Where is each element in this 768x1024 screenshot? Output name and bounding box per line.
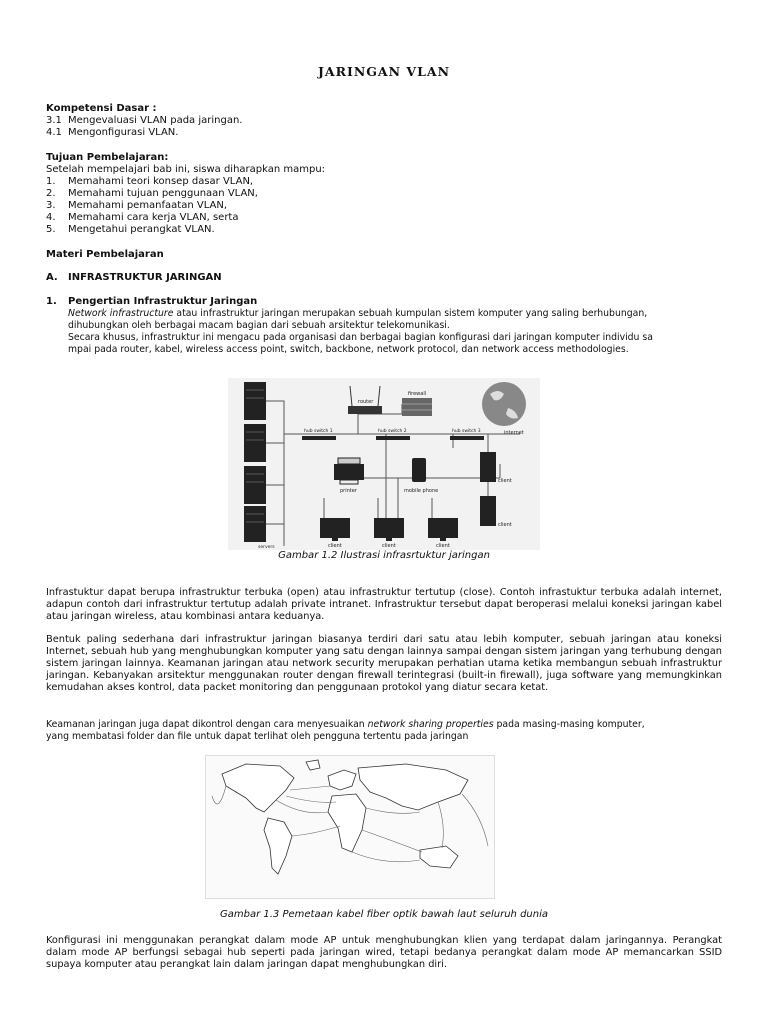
subsection-1-paragraph-2-line-2: mpai pada router, kabel, wireless access point, switch, backbone, network protocol, dan network access methodologies.	[68, 344, 629, 355]
client-label: client	[382, 543, 396, 549]
client-label: client	[328, 543, 342, 549]
network-infrastructure-figure	[228, 378, 540, 550]
hub-switch-icon	[302, 436, 336, 440]
printer-icon	[334, 458, 364, 484]
monitor-icon	[374, 518, 404, 541]
subsection-1-number: 1.	[46, 296, 57, 307]
tujuan-item-text: Memahami teori konsep dasar VLAN,	[68, 176, 254, 187]
server-rack-group	[244, 382, 266, 542]
hub-switch-label: hub switch 3	[452, 429, 481, 434]
continents	[222, 760, 468, 874]
tujuan-item-text: Mengetahui perangkat VLAN.	[68, 224, 215, 235]
paragraph-text: pada masing-masing komputer,	[493, 719, 645, 730]
tujuan-heading: Tujuan Pembelajaran:	[46, 152, 169, 163]
hub-switch-label: hub switch 1	[304, 429, 333, 434]
hub-switch-icon	[450, 436, 484, 440]
tujuan-item-num: 3.	[46, 200, 56, 211]
sharing-properties-term: network sharing properties	[367, 719, 494, 730]
figure-1-caption: Gambar 1.2 Ilustrasi infrasrtuktur jaringan	[278, 550, 490, 561]
monitor-icon	[320, 518, 350, 541]
section-a-number: A.	[46, 272, 58, 283]
mobile-phone-label: mobile phone	[404, 488, 439, 494]
tujuan-item-num: 4.	[46, 212, 56, 223]
figure-2-caption: Gambar 1.3 Pemetaan kabel fiber optik bawah laut seluruh dunia	[219, 909, 548, 920]
paragraph-infrastruktur-types: Infrastuktur dapat berupa infrastruktur terbuka (open) atau infrastruktur tertutup (close). Contoh infrastuktur terbuka adalah internet, adapun contoh dari infrastruktur tertutup adalah private intranet. Infrastruktur tersebut dapat beroperasi melalui koneksi jaringan kabel atau jaringan wireless, atau kombinasi antara keduanya.	[46, 587, 722, 622]
mobile-phone-icon	[412, 458, 426, 482]
client-label: client	[498, 522, 512, 528]
hub-switch-label: hub switch 2	[378, 429, 407, 434]
router-label: router	[358, 399, 374, 405]
tujuan-item-text: Memahami pemanfaatan VLAN,	[68, 200, 228, 211]
section-a-title: INFRASTRUKTUR JARINGAN	[68, 272, 222, 283]
tujuan-item-text: Memahami tujuan penggunaan VLAN,	[68, 188, 258, 199]
page-title: JARINGAN VLAN	[317, 64, 451, 79]
kompetensi-item-text: Mengevaluasi VLAN pada jaringan.	[68, 115, 243, 126]
firewall-label: firewall	[408, 391, 427, 397]
tujuan-item-num: 1.	[46, 176, 56, 187]
paragraph-sharing-properties	[46, 719, 645, 731]
client-label: client	[498, 478, 512, 484]
kompetensi-heading: Kompetensi Dasar :	[46, 103, 157, 114]
subsection-1-paragraph-1	[68, 308, 722, 320]
client-label: client	[436, 543, 450, 549]
globe-icon	[482, 382, 526, 426]
firewall-icon	[402, 398, 432, 416]
network-diagram	[228, 378, 540, 550]
servers-label: servers	[258, 545, 275, 550]
world-map	[206, 756, 494, 898]
kompetensi-item-num: 3.1	[46, 115, 62, 126]
monitor-icon	[428, 518, 458, 541]
client-tower-icon	[480, 496, 496, 526]
internet-label: internet	[504, 430, 524, 436]
tujuan-item-num: 2.	[46, 188, 56, 199]
printer-label: printer	[340, 488, 357, 494]
hub-switch-icon	[376, 436, 410, 440]
client-tower-icon	[480, 452, 496, 482]
materi-heading: Materi Pembelajaran	[46, 249, 164, 260]
paragraph-ap-mode: Konfigurasi ini menggunakan perangkat dalam mode AP untuk menghubungkan klien yang terdapat dalam jaringannya. Perangkat dalam mode AP berfungsi sebagai hub seperti pada jaringan wired, tetapi bedanya perangkat dalam mode AP memancarkan SSID supaya komputer atau perangkat lain dalam jaringan dapat menghubungkan diri.	[46, 935, 722, 970]
network-infrastructure-term: Network infrastructure	[68, 308, 174, 319]
paragraph-text: Keamanan jaringan juga dapat dikontrol dengan cara menyesuaikan	[46, 719, 368, 730]
paragraph-text: atau infrastruktur jaringan merupakan sebuah kumpulan sistem komputer yang saling berhubungan,	[173, 308, 648, 319]
subsection-1-title: Pengertian Infrastruktur Jaringan	[68, 296, 258, 307]
paragraph-network-security: Bentuk paling sederhana dari infrastruktur jaringan biasanya terdiri dari satu atau lebih komputer, sebuah jaringan atau koneksi Internet, sebuah hub yang menghubungkan komputer yang satu dengan lainnya sampai dengan sistem jaringan yang terhubung dengan sistem jaringan lainnya. Keamanan jaringan atau network security merupakan perhatian utama ketika membangun sebuah infrastruktur jaringan. Kebanyakan arsitektur menggunakan router dengan firewall terintegrasi (built-in firewall), juga software yang memungkinkan kemudahan akses kontrol, data packet monitoring dan penggunaan protokol yang diatur secara ketat.	[46, 634, 722, 693]
subsection-1-paragraph-2: Secara khusus, infrastruktur ini mengacu pada organisasi dan berbagai bagian konfigurasi dari jaringan komputer individu sa	[68, 332, 653, 343]
tujuan-intro: Setelah mempelajari bab ini, siswa diharapkan mampu:	[46, 164, 326, 175]
tujuan-item-num: 5.	[46, 224, 56, 235]
kompetensi-item-num: 4.1	[46, 127, 62, 138]
paragraph-sharing-properties-line-2: yang membatasi folder dan file untuk dapat terlihat oleh pengguna tertentu pada jaringan	[46, 731, 469, 742]
tujuan-item-text: Memahami cara kerja VLAN, serta	[68, 212, 239, 223]
world-map-figure	[205, 755, 495, 899]
kompetensi-item-text: Mengonfigurasi VLAN.	[68, 127, 179, 138]
subsection-1-paragraph-1-line-2: dihubungkan oleh berbagai macam bagian dari sebuah arsitektur telekomunikasi.	[68, 320, 450, 331]
